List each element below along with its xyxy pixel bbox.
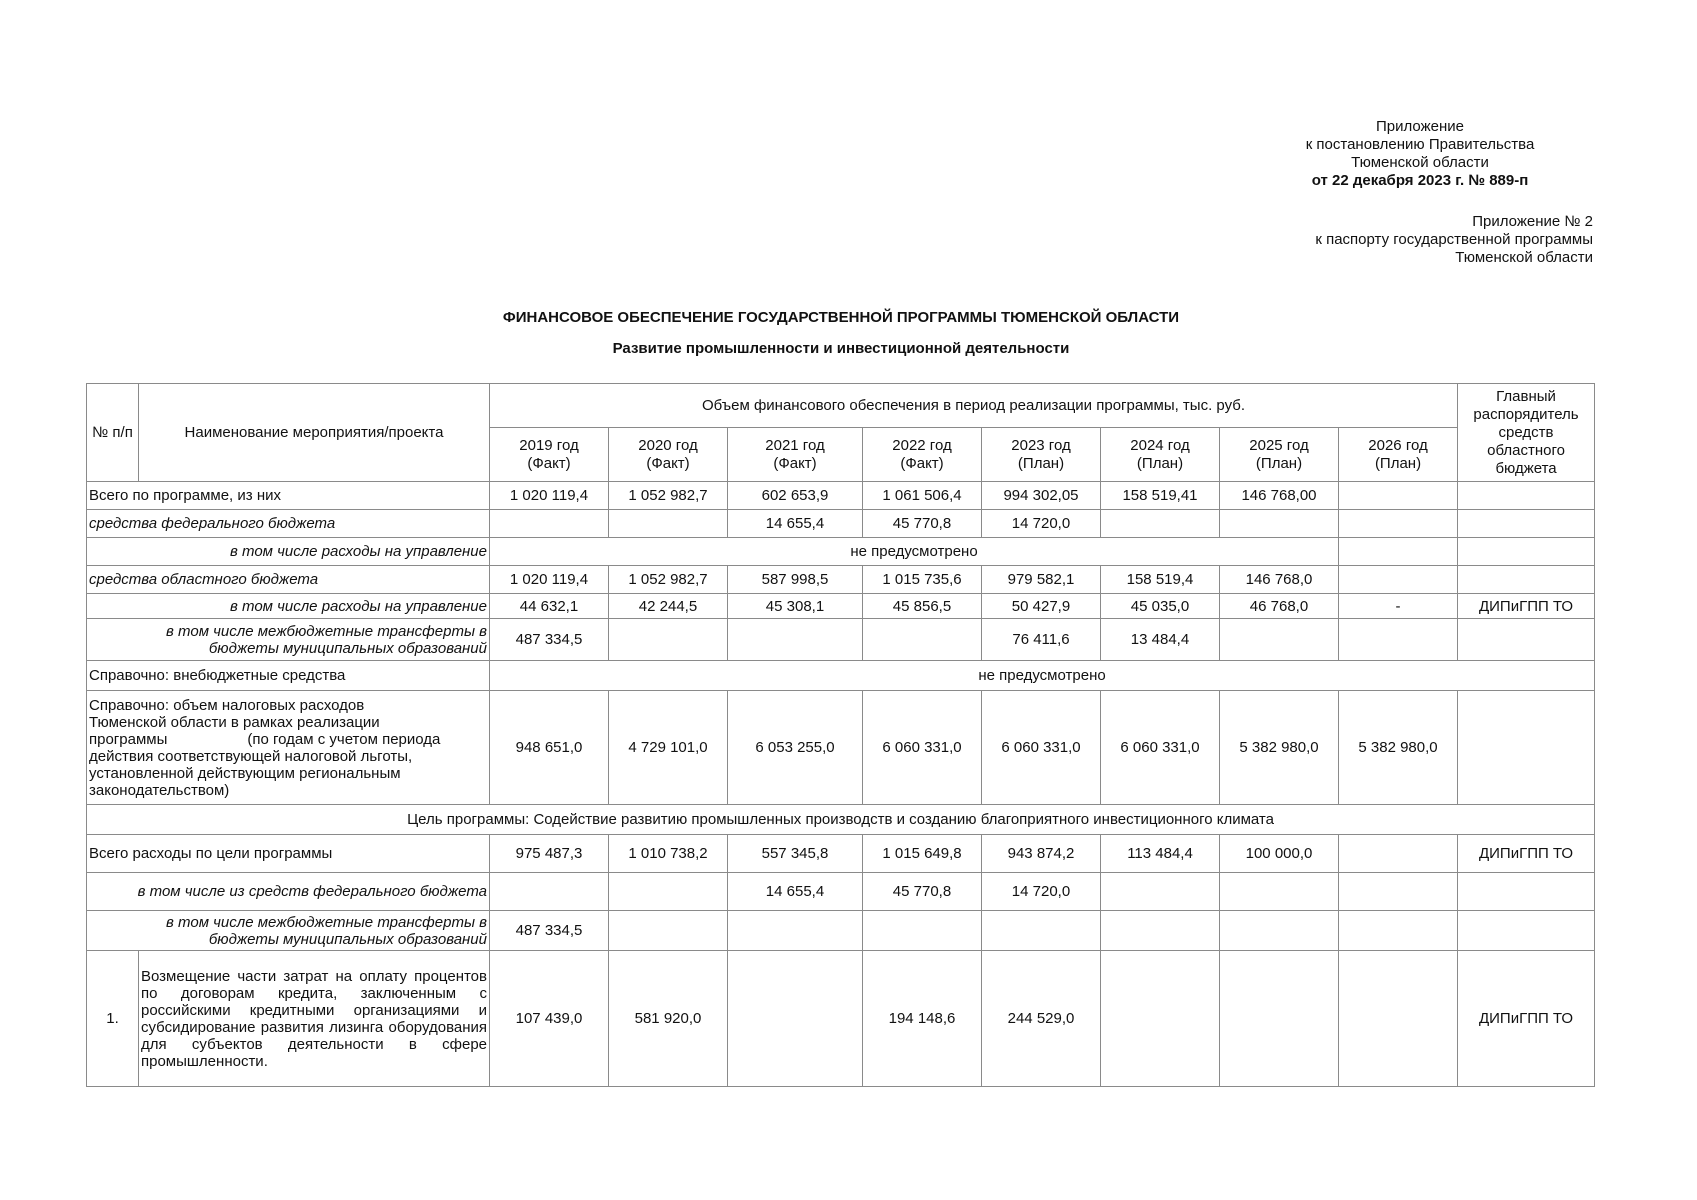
cell-manager: ДИПиГПП ТО — [1458, 835, 1595, 873]
cell-manager — [1458, 510, 1595, 538]
year-header: 2021 год (Факт) — [728, 428, 863, 482]
table-row-tax — [87, 691, 1595, 805]
appendix-line: Тюменской области — [1351, 154, 1489, 171]
tax-label-line: законодательством) — [89, 781, 230, 799]
cell-value: 487 334,5 — [490, 911, 609, 951]
financing-table — [86, 383, 1595, 1087]
cell-value — [1101, 873, 1220, 911]
table-row-regional-transfers — [87, 619, 1595, 661]
appendix-block — [1240, 118, 1600, 190]
cell-value — [1339, 911, 1458, 951]
cell-value: 4 729 101,0 — [609, 691, 728, 805]
cell-value: 45 035,0 — [1101, 594, 1220, 619]
row-label: средства федерального бюджета — [87, 510, 490, 538]
col-header-name: Наименование мероприятия/проекта — [139, 384, 490, 482]
row-label: Всего по программе, из них — [87, 482, 490, 510]
cell-value: 44 632,1 — [490, 594, 609, 619]
year-header: 2022 год (Факт) — [863, 428, 982, 482]
cell-value: 146 768,00 — [1220, 482, 1339, 510]
cell-manager — [1458, 911, 1595, 951]
cell-value: 581 920,0 — [609, 951, 728, 1087]
cell-value: 107 439,0 — [490, 951, 609, 1087]
cell-value: 14 720,0 — [982, 873, 1101, 911]
appendix2-line: Приложение № 2 — [1472, 213, 1593, 230]
table-row-item — [87, 951, 1595, 1087]
row-label: в том числе расходы на управление — [87, 594, 490, 619]
cell-value: 100 000,0 — [1220, 835, 1339, 873]
cell-value — [609, 873, 728, 911]
cell-value — [728, 951, 863, 1087]
document-title: ФИНАНСОВОЕ ОБЕСПЕЧЕНИЕ ГОСУДАРСТВЕННОЙ ПРОГРАММЫ ТЮМЕНСКОЙ ОБЛАСТИ — [502, 309, 1180, 326]
cell-manager: ДИПиГПП ТО — [1458, 951, 1595, 1087]
cell-value: 158 519,4 — [1101, 566, 1220, 594]
table-row-regional-mgmt — [87, 594, 1595, 619]
year-header: 2020 год (Факт) — [609, 428, 728, 482]
appendix-line: Приложение — [1376, 118, 1464, 135]
cell-value — [1339, 619, 1458, 661]
cell-value — [863, 619, 982, 661]
cell-value: 975 487,3 — [490, 835, 609, 873]
table-row-goal-transfers — [87, 911, 1595, 951]
cell-value: 13 484,4 — [1101, 619, 1220, 661]
tax-label-line: программы (по годам с учетом периода — [89, 730, 441, 748]
cell-value — [609, 619, 728, 661]
cell-value: 6 060 331,0 — [863, 691, 982, 805]
tax-label-line: установленной действующим региональным — [89, 764, 401, 782]
cell-value — [728, 619, 863, 661]
cell-value: 994 302,05 — [982, 482, 1101, 510]
cell-value — [1101, 951, 1220, 1087]
cell-value: 487 334,5 — [490, 619, 609, 661]
cell-manager: ДИПиГПП ТО — [1458, 594, 1595, 619]
col-header-num: № п/п — [87, 384, 139, 482]
item-number: 1. — [87, 951, 139, 1087]
cell-value: 587 998,5 — [728, 566, 863, 594]
cell-value: 1 020 119,4 — [490, 482, 609, 510]
table-row-offbudget — [87, 661, 1595, 691]
document-subtitle: Развитие промышленности и инвестиционной деятельности — [612, 340, 1070, 357]
cell-value: 244 529,0 — [982, 951, 1101, 1087]
cell-value — [863, 911, 982, 951]
cell-value: 6 060 331,0 — [1101, 691, 1220, 805]
row-label: в том числе межбюджетные трансферты в бюджеты муниципальных образований — [87, 619, 490, 661]
cell-value: 5 382 980,0 — [1220, 691, 1339, 805]
row-label-tax — [87, 691, 490, 805]
cell-value — [1339, 482, 1458, 510]
row-label: Всего расходы по цели программы — [87, 835, 490, 873]
cell-value: 42 244,5 — [609, 594, 728, 619]
appendix2-line: Тюменской области — [1455, 249, 1593, 266]
cell-manager — [1458, 482, 1595, 510]
cell-value: 76 411,6 — [982, 619, 1101, 661]
tax-label-line: Тюменской области в рамках реализации — [89, 713, 380, 731]
cell-value: 557 345,8 — [728, 835, 863, 873]
table-row-goal — [87, 805, 1595, 835]
cell-value: 1 052 982,7 — [609, 482, 728, 510]
tax-label-line: Справочно: объем налоговых расходов — [89, 696, 365, 714]
cell-manager — [1458, 619, 1595, 661]
merged-note: не предусмотрено — [490, 538, 1339, 566]
table-row-federal-mgmt — [87, 538, 1595, 566]
cell-value — [1339, 566, 1458, 594]
col-header-manager: Главный распорядитель средств областного бюджета — [1458, 384, 1595, 482]
cell-value: 45 308,1 — [728, 594, 863, 619]
cell-value: 979 582,1 — [982, 566, 1101, 594]
cell-value: 943 874,2 — [982, 835, 1101, 873]
cell-value: 194 148,6 — [863, 951, 982, 1087]
cell-value: 1 052 982,7 — [609, 566, 728, 594]
cell-value — [1220, 911, 1339, 951]
cell-value — [1101, 510, 1220, 538]
cell-value: 14 720,0 — [982, 510, 1101, 538]
cell-value: 1 020 119,4 — [490, 566, 609, 594]
cell-value: 45 770,8 — [863, 510, 982, 538]
row-label: средства областного бюджета — [87, 566, 490, 594]
cell-value: 113 484,4 — [1101, 835, 1220, 873]
cell-value: 158 519,41 — [1101, 482, 1220, 510]
row-label: в том числе расходы на управление — [87, 538, 490, 566]
cell-value — [982, 911, 1101, 951]
year-header: 2023 год (План) — [982, 428, 1101, 482]
cell-value — [1101, 911, 1220, 951]
cell-value: 948 651,0 — [490, 691, 609, 805]
cell-value — [609, 911, 728, 951]
cell-value: 45 770,8 — [863, 873, 982, 911]
program-goal: Цель программы: Содействие развитию промышленных производств и созданию благоприятного инвестиционного климата — [87, 805, 1595, 835]
cell-value: 45 856,5 — [863, 594, 982, 619]
cell-value — [1220, 873, 1339, 911]
table-row-regional — [87, 566, 1595, 594]
cell-value — [1220, 510, 1339, 538]
cell-manager — [1458, 873, 1595, 911]
cell-value — [1339, 510, 1458, 538]
table-row-federal — [87, 510, 1595, 538]
cell-value — [609, 510, 728, 538]
cell-manager — [1458, 566, 1595, 594]
table-row-total — [87, 482, 1595, 510]
cell-value: 6 060 331,0 — [982, 691, 1101, 805]
col-header-volume: Объем финансового обеспечения в период реализации программы, тыс. руб. — [490, 384, 1458, 428]
cell-value: - — [1339, 594, 1458, 619]
cell-value — [1339, 835, 1458, 873]
appendix2-block — [1315, 213, 1593, 267]
merged-note: не предусмотрено — [490, 661, 1595, 691]
row-label: Справочно: внебюджетные средства — [87, 661, 490, 691]
cell-value: 1 015 649,8 — [863, 835, 982, 873]
cell-value: 146 768,0 — [1220, 566, 1339, 594]
table-row-goal-total — [87, 835, 1595, 873]
cell-value — [490, 510, 609, 538]
cell-empty — [1458, 538, 1595, 566]
cell-value — [1339, 873, 1458, 911]
cell-value: 50 427,9 — [982, 594, 1101, 619]
year-header: 2026 год (План) — [1339, 428, 1458, 482]
decree-date-number: от 22 декабря 2023 г. № 889-п — [1311, 172, 1529, 189]
row-label: в том числе из средств федерального бюджета — [87, 873, 490, 911]
item-label: Возмещение части затрат на оплату процентов по договорам кредита, заключенным с российскими кредитными организациями и субсидирование развития лизинга оборудования для субъектов деятельности в сфере промышленности. — [139, 951, 490, 1087]
cell-value: 14 655,4 — [728, 510, 863, 538]
table-row-goal-federal — [87, 873, 1595, 911]
year-header: 2025 год (План) — [1220, 428, 1339, 482]
row-label: в том числе межбюджетные трансферты в бюджеты муниципальных образований — [87, 911, 490, 951]
cell-value: 6 053 255,0 — [728, 691, 863, 805]
cell-value: 14 655,4 — [728, 873, 863, 911]
cell-value — [490, 873, 609, 911]
cell-value — [1220, 951, 1339, 1087]
year-header: 2019 год (Факт) — [490, 428, 609, 482]
cell-empty — [1339, 538, 1458, 566]
appendix-line: к постановлению Правительства — [1305, 136, 1535, 153]
cell-value — [728, 911, 863, 951]
cell-value — [1220, 619, 1339, 661]
appendix2-line: к паспорту государственной программы — [1315, 231, 1593, 248]
cell-value: 46 768,0 — [1220, 594, 1339, 619]
cell-value: 1 061 506,4 — [863, 482, 982, 510]
year-header: 2024 год (План) — [1101, 428, 1220, 482]
tax-label-line: действия соответствующей налоговой льготы, — [89, 747, 413, 765]
cell-value: 1 015 735,6 — [863, 566, 982, 594]
cell-manager — [1458, 691, 1595, 805]
cell-value — [1339, 951, 1458, 1087]
cell-value: 5 382 980,0 — [1339, 691, 1458, 805]
cell-value: 602 653,9 — [728, 482, 863, 510]
cell-value: 1 010 738,2 — [609, 835, 728, 873]
